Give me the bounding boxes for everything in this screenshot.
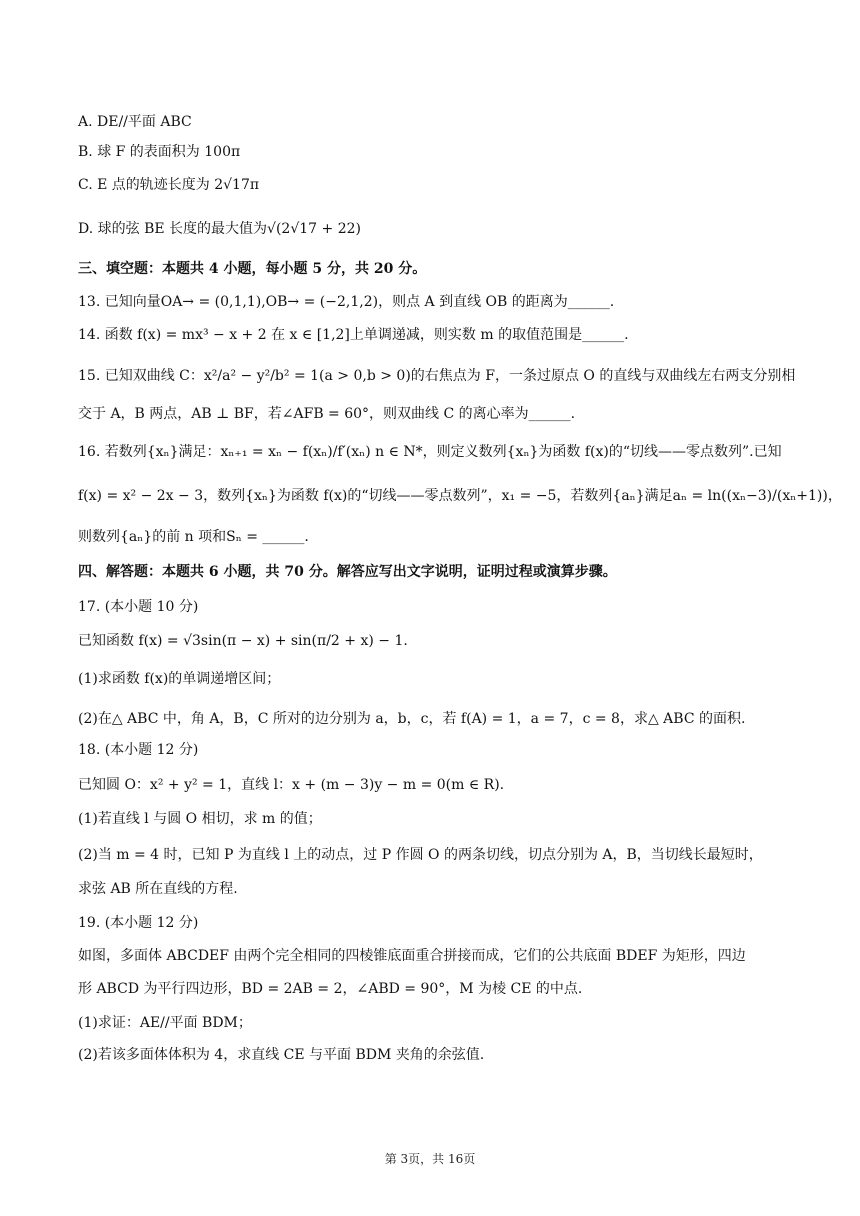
text-line: 13. 已知向量OA→ = (0,1,1),OB→ = (−2,1,2)，则点 A 到直线 OB 的距离为______.	[78, 294, 615, 310]
text-line: (1)求证：AE//平面 BDM；	[78, 1015, 252, 1031]
text-line: (1)求函数 f(x)的单调递增区间；	[78, 671, 281, 687]
text-line: (1)若直线 l 与圆 O 相切，求 m 的值；	[78, 811, 322, 827]
text-line: 15. 已知双曲线 C：x²/a² − y²/b² = 1(a > 0,b > 0)的右焦点为 F，一条过原点 O 的直线与双曲线左右两支分别相	[78, 368, 796, 384]
text-line: 求弦 AB 所在直线的方程.	[78, 881, 238, 897]
text-line: 三、填空题：本题共 4 小题，每小题 5 分，共 20 分。	[78, 261, 427, 277]
text-line: 14. 函数 f(x) = mx³ − x + 2 在 x ∈ [1,2]上单调递减，则实数 m 的取值范围是______.	[78, 327, 629, 343]
text-line: 则数列{aₙ}的前 n 项和Sₙ = ______.	[78, 529, 309, 545]
text-line: (2)若该多面体体积为 4，求直线 CE 与平面 BDM 夹角的余弦值.	[78, 1047, 485, 1063]
text-line: 17. (本小题 10 分)	[78, 599, 199, 615]
text-line: 如图，多面体 ABCDEF 由两个完全相同的四棱锥底面重合拼接而成，它们的公共底面 BDEF 为矩形，四边	[78, 948, 746, 964]
text-line: B. 球 F 的表面积为 100π	[78, 144, 241, 160]
text-line: (2)在△ ABC 中，角 A，B，C 所对的边分别为 a，b，c，若 f(A) = 1，a = 7，c = 8，求△ ABC 的面积.	[78, 711, 746, 727]
text-line: C. E 点的轨迹长度为 2√17π	[78, 177, 260, 193]
text-line: f(x) = x² − 2x − 3，数列{xₙ}为函数 f(x)的“切线——零点数列”，x₁ = −5，若数列{aₙ}满足aₙ = ln((xₙ−3)/(xₙ+1))，	[78, 488, 842, 504]
text-line: 16. 若数列{xₙ}满足：xₙ₊₁ = xₙ − f(xₙ)/f′(xₙ) n ∈ N*，则定义数列{xₙ}为函数 f(x)的“切线——零点数列”.已知	[78, 444, 782, 460]
text-line: 四、解答题：本题共 6 小题，共 70 分。解答应写出文字说明，证明过程或演算步骤。	[78, 564, 617, 580]
text-line: 19. (本小题 12 分)	[78, 915, 199, 931]
text-line: 已知圆 O：x² + y² = 1，直线 l：x + (m − 3)y − m = 0(m ∈ R).	[78, 777, 505, 793]
text-line: 已知函数 f(x) = √3sin(π − x) + sin(π/2 + x) − 1.	[78, 633, 408, 649]
page-footer: 第 3页，共 16页	[384, 1152, 476, 1166]
text-line: A. DE//平面 ABC	[78, 114, 192, 130]
text-line: (2)当 m = 4 时，已知 P 为直线 l 上的动点，过 P 作圆 O 的两条切线，切点分别为 A，B，当切线长最短时，	[78, 847, 763, 863]
text-line: 18. (本小题 12 分)	[78, 742, 199, 758]
text-line: 形 ABCD 为平行四边形，BD = 2AB = 2，∠ABD = 90°，M 为棱 CE 的中点.	[78, 981, 583, 997]
text-line: D. 球的弦 BE 长度的最大值为√(2√17 + 22)	[78, 221, 361, 237]
text-line: 交于 A，B 两点，AB ⊥ BF，若∠AFB = 60°，则双曲线 C 的离心率为______.	[78, 406, 576, 422]
